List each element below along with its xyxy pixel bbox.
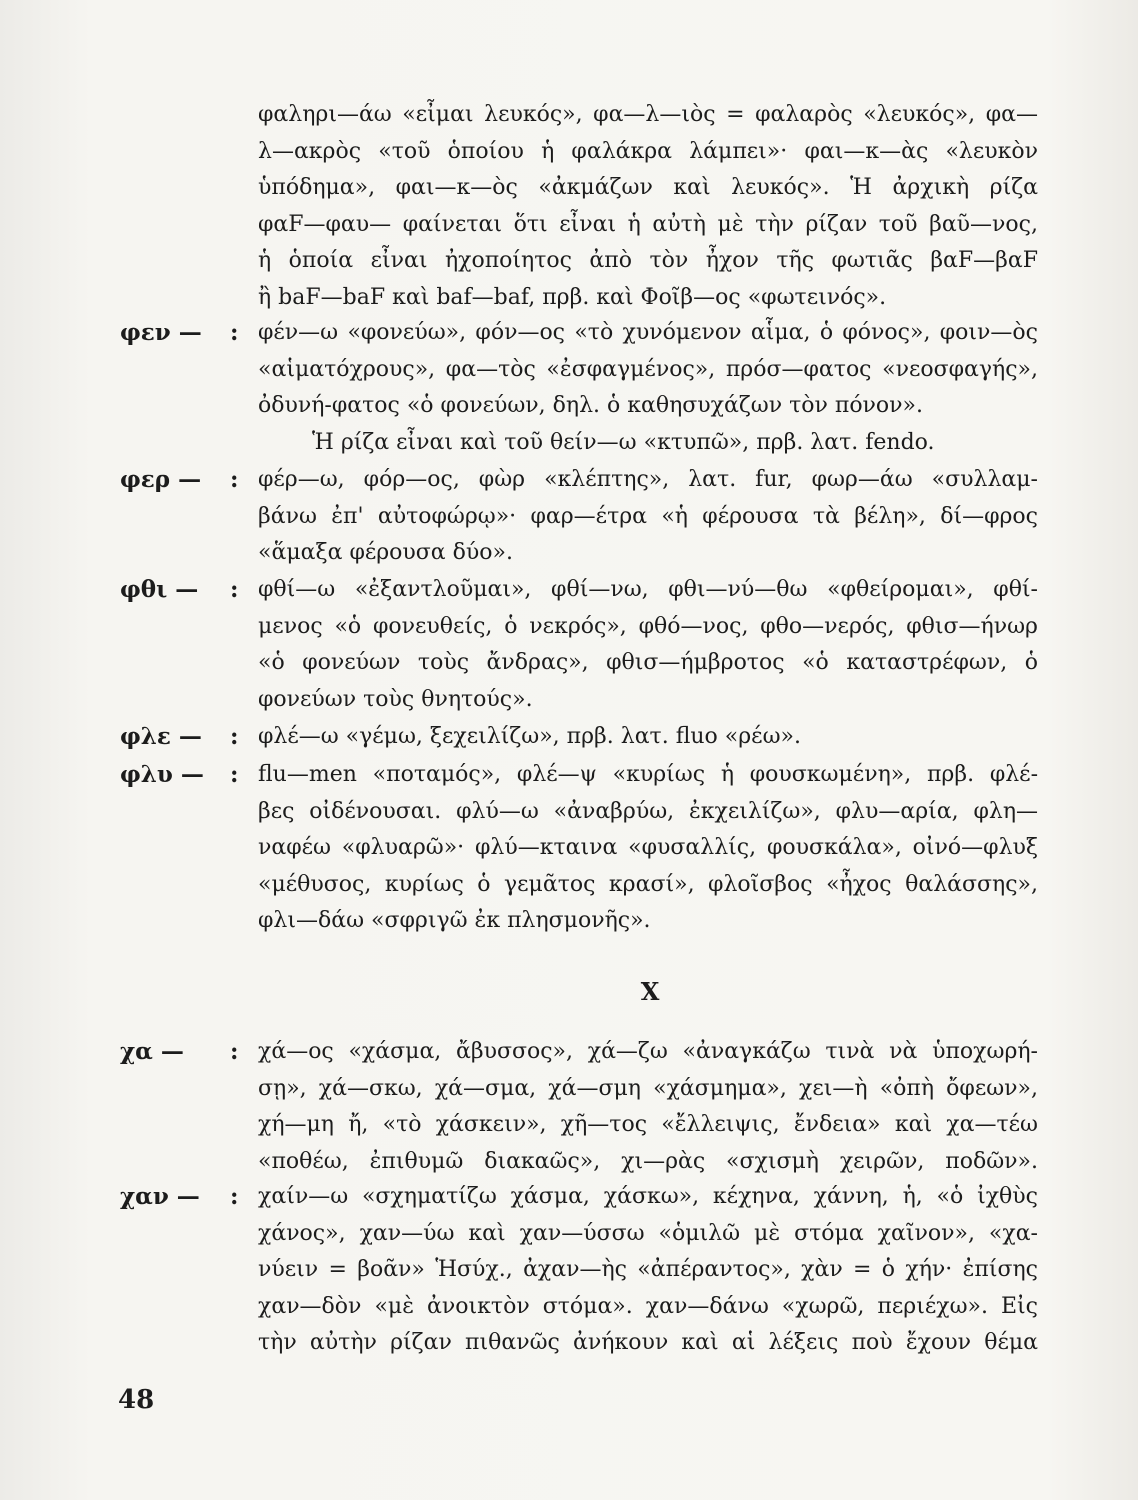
entry-line: φλι—δάω «σφριγῶ ἐκ πλησμονῆς».	[258, 908, 651, 933]
entry-body	[258, 97, 1038, 316]
entry-root: φλε —	[120, 723, 202, 750]
entry-colon: :	[230, 761, 239, 788]
entry-line: τὴν αὐτὴν ρίζαν πιθανῶς ἀνήκουν καὶ αἱ λέξεις ποὺ ἔχουν θέμα	[258, 1330, 1038, 1355]
entry-line: νύειν = βοᾶν» Ἡσύχ., ἀχαν—ὴς «ἀπέραντος», χὰν = ὁ χήν· ἐπίσης	[258, 1257, 1038, 1282]
entry-colon: :	[230, 1038, 239, 1065]
entry-line: φαF—φαυ— φαίνεται ὅτι εἶναι ἡ αὐτὴ μὲ τὴν ρίζαν τοῦ βαῦ—νος,	[258, 211, 1038, 237]
entry-colon: :	[230, 319, 239, 346]
entry-line: «μέθυσος, κυρίως ὁ γεμᾶτος κρασί», φλοῖσβος «ἦχος θαλάσσης»,	[258, 871, 1038, 897]
entry-colon: :	[230, 1183, 239, 1210]
entry-colon: :	[230, 466, 239, 493]
entry-line: βες οἰδένουσαι. φλύ—ω «ἀναβρύω, ἐκχειλίζω», φλυ—αρία, φλη—	[258, 798, 1038, 824]
entry-line: «ποθέω, ἐπιθυμῶ διακαῶς», χι—ρὰς «σχισμὴ χειρῶν, ποδῶν».	[258, 1148, 1038, 1174]
entry-line: φλέ—ω «γέμω, ξεχειλίζω», πρβ. λατ. fluo «ρέω».	[258, 724, 801, 749]
entry-line: χή—μη ἤ, «τὸ χάσκειν», χῆ—τος «ἔλλειψις, ἔνδεια» καὶ χα—τέω	[258, 1112, 1038, 1137]
entry-line: χά—ος «χάσμα, ἄβυσσος», χά—ζω «ἀναγκάζω τινὰ νὰ ὑποχωρή-	[258, 1039, 1038, 1064]
section-letter-heading: Χ	[640, 977, 660, 1006]
entry-line: «ὁ φονεύων τοὺς ἄνδρας», φθισ—ήμβροτος «ὁ καταστρέφων, ὁ	[258, 650, 1038, 675]
entry-body	[258, 1034, 1038, 1180]
entry-body	[258, 315, 1038, 461]
entry-line: ἡ ὁποία εἶναι ἠχοποίητος ἀπὸ τὸν ἦχον τῆς φωτιᾶς βαF—βαF	[258, 248, 1038, 273]
entry-line: χάνος», χαν—ύω καὶ χαν—ύσσω «ὁμιλῶ μὲ στόμα χαῖνον», «χα-	[258, 1220, 1038, 1246]
entry-root: χαν —	[120, 1183, 200, 1210]
entry-root: φεν —	[120, 319, 202, 346]
entry-line: ναφέω «φλυαρῶ»· φλύ—κταινα «φυσαλλίς, φουσκάλα», οἰνό—φλυξ	[258, 835, 1038, 860]
entry-line: ἢ baF—baF καὶ baf—baf, πρβ. καὶ Φοῖβ—ος «φωτεινός».	[258, 284, 887, 310]
entry-line: Ἡ ρίζα εἶναι καὶ τοῦ θείν—ω «κτυπῶ», πρβ. λατ. fendo.	[312, 429, 935, 455]
entry-body	[258, 1179, 1038, 1362]
entry-line: φονεύων τοὺς θνητούς».	[258, 686, 533, 712]
entry-line: φθί—ω «ἐξαντλοῦμαι», φθί—νω, φθι—νύ—θω «φθείρομαι», φθί-	[258, 577, 1038, 602]
entry-line: «ἅμαξα φέρουσα δύο».	[258, 540, 513, 565]
entry-line: σῃ», χά—σκω, χά—σμα, χά—σμη «χάσμημα», χει—ὴ «ὀπὴ ὄφεων»,	[258, 1075, 1038, 1101]
page-number: 48	[118, 1385, 155, 1415]
entry-line: χαν—δὸν «μὲ ἀνοικτὸν στόμα». χαν—δάνω «χωρῶ, περιέχω». Εἰς	[258, 1293, 1038, 1319]
entry-line: βάνω ἐπ' αὐτοφώρῳ»· φαρ—έτρα «ἡ φέρουσα τὰ βέλη», δί—φρος	[258, 503, 1038, 529]
entry-root: φερ —	[120, 466, 202, 493]
entry-body	[258, 757, 1038, 940]
entry-root: χα —	[120, 1038, 184, 1065]
entry-root: φλυ —	[120, 761, 204, 788]
entry-body	[258, 462, 1038, 572]
entry-line: φέρ—ω, φόρ—ος, φὼρ «κλέπτης», λατ. fur, φωρ—άω «συλλαμ-	[258, 467, 1038, 492]
entry-line: ὑπόδημα», φαι—κ—ὸς «ἀκμάζων καὶ λευκός». Ἡ ἀρχικὴ ρίζα	[258, 175, 1038, 200]
entry-body	[258, 719, 1038, 756]
entry-line: χαίν—ω «σχηματίζω χάσμα, χάσκω», κέχηνα, χάννη, ἡ, «ὁ ἰχθὺς	[258, 1184, 1038, 1209]
entry-line: φέν—ω «φονεύω», φόν—ος «τὸ χυνόμενον αἷμα, ὁ φόνος», φοιν—ὸς	[258, 320, 1038, 345]
entry-colon: :	[230, 576, 239, 603]
entry-line: flu—men «ποταμός», φλέ—ψ «κυρίως ἡ φουσκωμένη», πρβ. φλέ-	[258, 762, 1038, 787]
entry-body	[258, 572, 1038, 718]
entry-line: φαληρι—άω «εἶμαι λευκός», φα—λ—ιὸς = φαλαρὸς «λευκός», φα—	[258, 102, 1038, 127]
entry-line: μενος «ὁ φονευθείς, ὁ νεκρός», φθό—νος, φθο—νερός, φθισ—ήνωρ	[258, 613, 1038, 639]
entry-root: φθι —	[120, 576, 199, 603]
entry-line: «αἱματόχρους», φα—τὸς «ἐσφαγμένος», πρόσ—φατος «νεοσφαγής»,	[258, 356, 1038, 382]
entry-line: λ—ακρὸς «τοῦ ὁποίου ἡ φαλάκρα λάμπει»· φαι—κ—ὰς «λευκὸν	[258, 138, 1038, 164]
entry-colon: :	[230, 723, 239, 750]
entry-line: ὀδυνή-φατος «ὁ φονεύων, δηλ. ὁ καθησυχάζων τὸν πόνον».	[258, 393, 924, 418]
